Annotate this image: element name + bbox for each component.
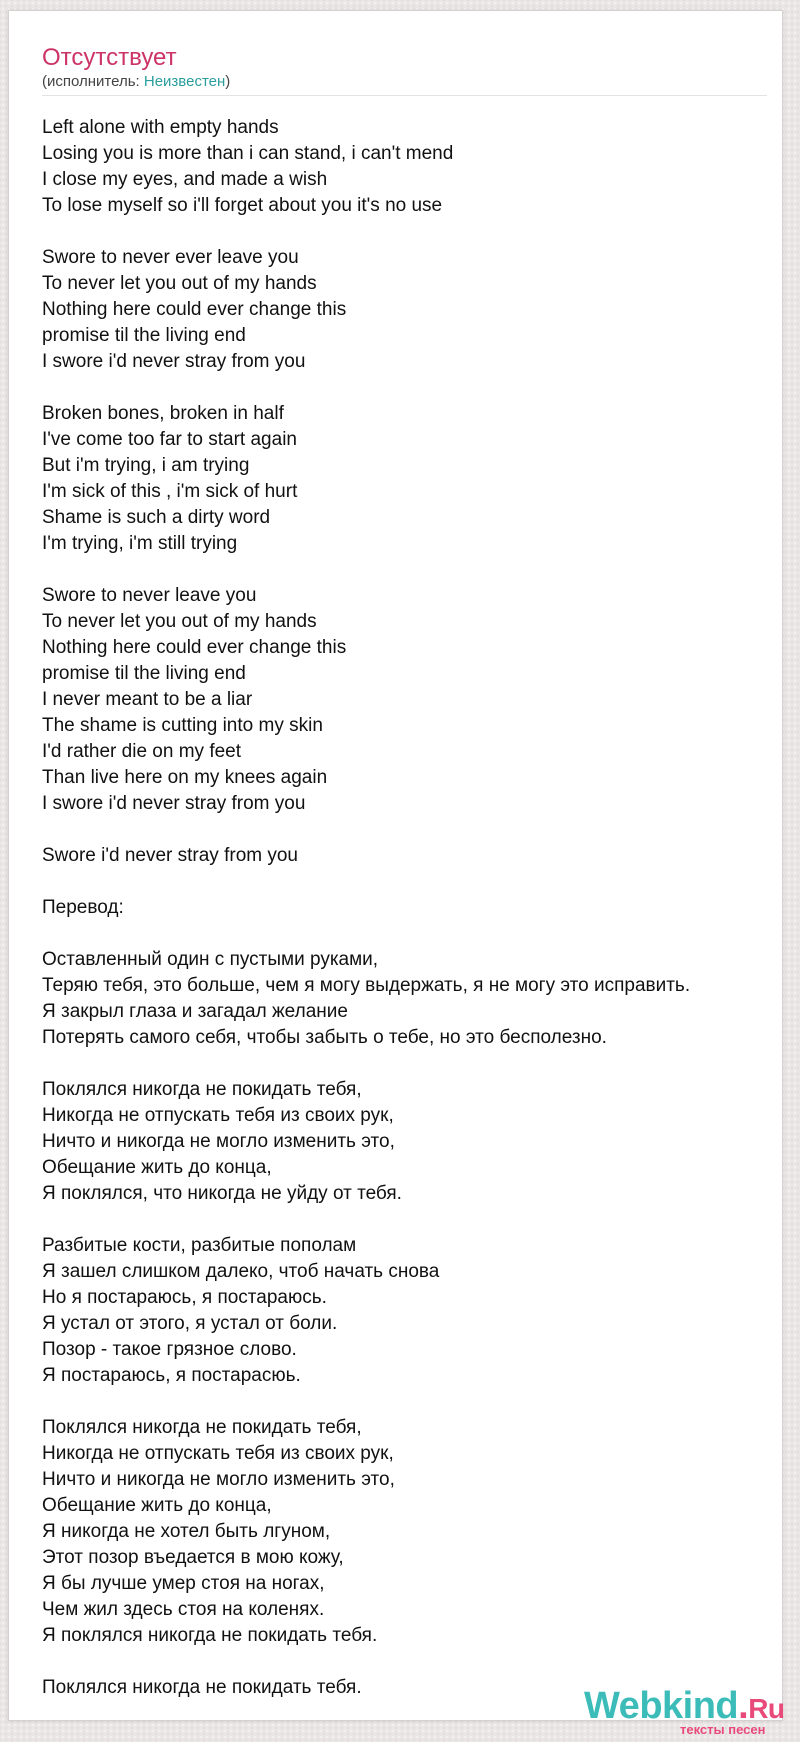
lyric-line: I never meant to be a liar [42,689,253,710]
lyric-spacer [42,1649,772,1675]
lyric-line: Я устал от этого, я устал от боли. [42,1313,338,1334]
logo-tagline: тексты песен [680,1722,766,1737]
lyric-line: Я поклялся никогда не покидать тебя. [42,1625,378,1646]
song-title: Отсутствует [42,44,177,71]
lyric-line: To lose myself so i'll forget about you it's no use [42,195,443,216]
lyric-line: Перевод: [42,897,124,918]
artist-link[interactable]: Неизвестен [143,73,226,90]
lyric-line: I swore i'd never stray from you [42,351,306,372]
lyric-spacer [42,1207,772,1233]
lyric-spacer [42,375,772,401]
lyric-line: To never let you out of my hands [42,611,317,632]
lyric-line: I'd rather die on my feet [42,741,242,762]
lyric-line: Swore to never leave you [42,585,257,606]
lyric-line: Ничто и никогда не могло изменить это, [42,1131,395,1152]
lyric-line: I close my eyes, and made a wish [42,169,328,190]
lyric-spacer [42,869,772,895]
lyric-line: To never let you out of my hands [42,273,317,294]
logo-dot: . [738,1685,749,1727]
lyric-spacer [42,219,772,245]
lyric-line: Nothing here could ever change this [42,637,347,658]
lyric-line: Я бы лучше умер стоя на ногах, [42,1573,325,1594]
lyric-line: Поклялся никогда не покидать тебя, [42,1417,362,1438]
lyric-line: Никогда не отпускать тебя из своих рук, [42,1443,394,1464]
lyrics-card [8,10,785,1737]
lyric-spacer [42,921,772,947]
artist-suffix: ) [225,73,231,90]
lyric-line: Никогда не отпускать тебя из своих рук, [42,1105,394,1126]
lyric-spacer [42,1389,772,1415]
lyric-line: Swore to never ever leave you [42,247,299,268]
lyric-line: Поклялся никогда не покидать тебя. [42,1677,362,1698]
logo-name: Webkind [584,1685,739,1727]
lyric-line: Теряю тебя, это больше, чем я могу выдержать, я не могу это исправить. [42,975,691,996]
lyric-line: Я никогда не хотел быть лгуном, [42,1521,331,1542]
lyric-line: Я поклялся, что никогда не уйду от тебя. [42,1183,402,1204]
lyric-line: Я постараюсь, я постарасюь. [42,1365,301,1386]
lyric-line: Left alone with empty hands [42,117,279,138]
lyric-line: Nothing here could ever change this [42,299,347,320]
lyric-spacer [42,1051,772,1077]
lyric-line: Обещание жить до конца, [42,1157,272,1178]
lyric-line: Swore i'd never stray from you [42,845,298,866]
title-divider [42,95,767,96]
lyric-line: I'm sick of this , i'm sick of hurt [42,481,298,502]
lyric-line: I swore i'd never stray from you [42,793,306,814]
lyric-line: Ничто и никогда не могло изменить это, [42,1469,395,1490]
lyric-line: I'm trying, i'm still trying [42,533,238,554]
lyric-spacer [42,817,772,843]
lyric-line: Разбитые кости, разбитые пополам [42,1235,357,1256]
lyric-line: Оставленный один с пустыми руками, [42,949,379,970]
webkind-logo[interactable] [584,1687,784,1735]
lyric-line: Но я постараюсь, я постараюсь. [42,1287,327,1308]
lyric-line: Потерять самого себя, чтобы забыть о тебе, но это бесполезно. [42,1027,607,1048]
lyric-line: Чем жил здесь стоя на коленях. [42,1599,325,1620]
lyric-line: But i'm trying, i am trying [42,455,250,476]
lyric-line: promise til the living end [42,325,246,346]
logo-tld: Ru [748,1693,785,1724]
lyric-line: Than live here on my knees again [42,767,328,788]
lyrics-text [42,115,772,1701]
lyric-line: Этот позор въедается в мою кожу, [42,1547,344,1568]
lyric-line: Я зашел слишком далеко, чтоб начать снова [42,1261,440,1282]
lyric-spacer [42,557,772,583]
lyric-line: I've come too far to start again [42,429,297,450]
lyric-line: The shame is cutting into my skin [42,715,323,736]
lyric-line: promise til the living end [42,663,246,684]
artist-line [42,73,230,91]
lyric-line: Я закрыл глаза и загадал желание [42,1001,348,1022]
lyric-line: Losing you is more than i can stand, i can't mend [42,143,454,164]
artist-prefix: (исполнитель: [42,73,144,90]
lyric-line: Broken bones, broken in half [42,403,284,424]
lyric-line: Поклялся никогда не покидать тебя, [42,1079,362,1100]
lyric-line: Shame is such a dirty word [42,507,271,528]
lyric-line: Позор - такое грязное слово. [42,1339,297,1360]
lyric-line: Обещание жить до конца, [42,1495,272,1516]
